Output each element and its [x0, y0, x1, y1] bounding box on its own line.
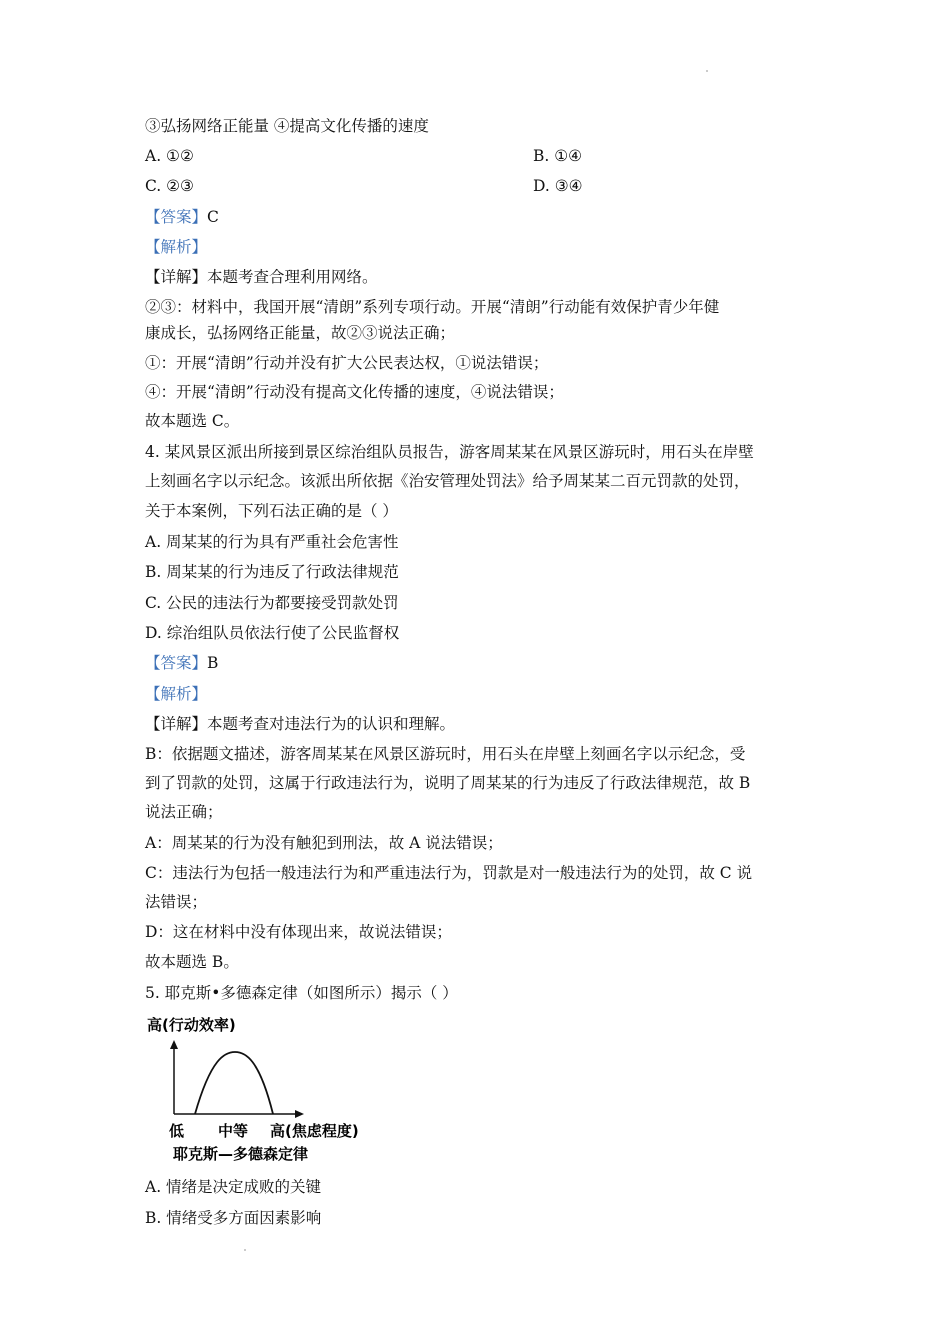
text-line: [145, 381, 564, 403]
figure-x-arrow: [295, 1110, 304, 1118]
line-text: C：违法行为包括一般违法行为和严重违法行为，罚款是对一般违法行为的处罚，故 C 说: [145, 864, 753, 882]
text-line: [145, 470, 750, 492]
line-text: 故本题选 B。: [145, 953, 239, 971]
text-line: [145, 921, 452, 943]
text-line: [145, 772, 750, 794]
line-text: D. ③④: [533, 177, 583, 195]
text-line: [145, 1207, 321, 1229]
line-text: A. ①②: [145, 147, 194, 165]
line-text: ③弘扬网络正能量 ④提高文化传播的速度: [145, 117, 429, 135]
line-text: 【详解】本题考查合理利用网络。: [145, 268, 378, 286]
line-text: ②③：材料中，我国开展“清朗”系列专项行动。开展“清朗”行动能有效保护青少年健: [145, 298, 720, 316]
line-text: ④：开展“清朗”行动没有提高文化传播的速度，④说法错误；: [145, 383, 564, 401]
text-line: [145, 713, 455, 735]
text-line: [145, 145, 194, 167]
text-line: [533, 175, 583, 197]
line-text: 上刻画名字以示纪念。该派出所依据《治安管理处罚法》给予周某某二百元罚款的处罚，: [145, 472, 750, 490]
line-text: 到了罚款的处罚，这属于行政违法行为，说明了周某某的行为违反了行政法律规范，故 B: [145, 774, 751, 792]
text-line: [145, 236, 207, 258]
text-line: [145, 622, 399, 644]
text-line: [145, 296, 719, 318]
text-line: [145, 410, 239, 432]
figure-x-high: 高(焦虑程度): [270, 1122, 359, 1140]
text-line: [145, 115, 429, 137]
line-text: D：这在材料中没有体现出来，故说法错误；: [145, 923, 452, 941]
line-text: B: [207, 654, 219, 672]
text-line: [145, 683, 207, 705]
text-line: [145, 352, 548, 374]
line-text: A. 周某某的行为具有严重社会危害性: [145, 533, 399, 551]
text-line: [145, 951, 239, 973]
line-text: C. 公民的违法行为都要接受罚款处罚: [145, 594, 399, 612]
text-line: [145, 652, 218, 674]
text-line: [145, 441, 754, 463]
figure-y-label: 高(行动效率): [147, 1016, 236, 1034]
text-line: [145, 322, 455, 344]
text-line: [145, 743, 745, 765]
corner-mark-top: [706, 70, 708, 72]
yerkes-dodson-figure: [145, 1010, 385, 1170]
section-label: 【解析】: [145, 685, 208, 703]
figure-curve: [195, 1052, 273, 1114]
line-text: D. 综治组队员依法行使了公民监督权: [145, 624, 400, 642]
text-line: [145, 891, 207, 913]
text-line: [145, 206, 219, 228]
section-label: 【答案】: [145, 654, 208, 672]
line-text: B：依据题文描述，游客周某某在风景区游玩时，用石头在岸壁上刻画名字以示纪念，受: [145, 745, 746, 763]
figure-x-low: 低: [169, 1122, 185, 1140]
line-text: B. 情绪受多方面因素影响: [145, 1209, 322, 1227]
text-line: [145, 982, 458, 1004]
text-line: [145, 592, 399, 614]
line-text: 法错误；: [145, 893, 208, 911]
line-text: 5. 耶克斯•多德森定律（如图所示）揭示（ ）: [145, 984, 458, 1002]
figure-caption: 耶克斯—多德森定律: [173, 1145, 309, 1163]
text-line: [145, 1176, 321, 1198]
line-text: 4. 某风景区派出所接到景区综治组队员报告，游客周某某在风景区游玩时，用石头在岸壁: [145, 443, 754, 461]
line-text: A. 情绪是决定成败的关键: [145, 1178, 322, 1196]
line-text: ①：开展“清朗”行动并没有扩大公民表达权，①说法错误；: [145, 354, 549, 372]
line-text: B. ①④: [533, 147, 583, 165]
line-text: 说法正确；: [145, 803, 223, 821]
text-line: [145, 862, 752, 884]
corner-mark-bottom: [244, 1249, 246, 1251]
text-line: [145, 801, 223, 823]
text-line: [145, 531, 399, 553]
line-text: 关于本案例，下列石法正确的是（ ）: [145, 502, 398, 520]
figure-y-arrow: [170, 1040, 178, 1049]
text-line: [145, 266, 378, 288]
section-label: 【解析】: [145, 238, 208, 256]
line-text: B. 周某某的行为违反了行政法律规范: [145, 563, 399, 581]
line-text: C. ②③: [145, 177, 194, 195]
text-line: [145, 832, 503, 854]
text-line: [533, 145, 582, 167]
text-line: [145, 561, 399, 583]
line-text: C: [207, 208, 219, 226]
line-text: 【详解】本题考查对违法行为的认识和理解。: [145, 715, 456, 733]
line-text: 康成长，弘扬网络正能量，故②③说法正确；: [145, 324, 456, 342]
text-line: [145, 175, 194, 197]
line-text: A：周某某的行为没有触犯到刑法，故 A 说法错误；: [145, 834, 503, 852]
figure-x-mid: 中等: [218, 1122, 249, 1140]
line-text: 故本题选 C。: [145, 412, 240, 430]
section-label: 【答案】: [145, 208, 208, 226]
text-line: [145, 500, 398, 522]
